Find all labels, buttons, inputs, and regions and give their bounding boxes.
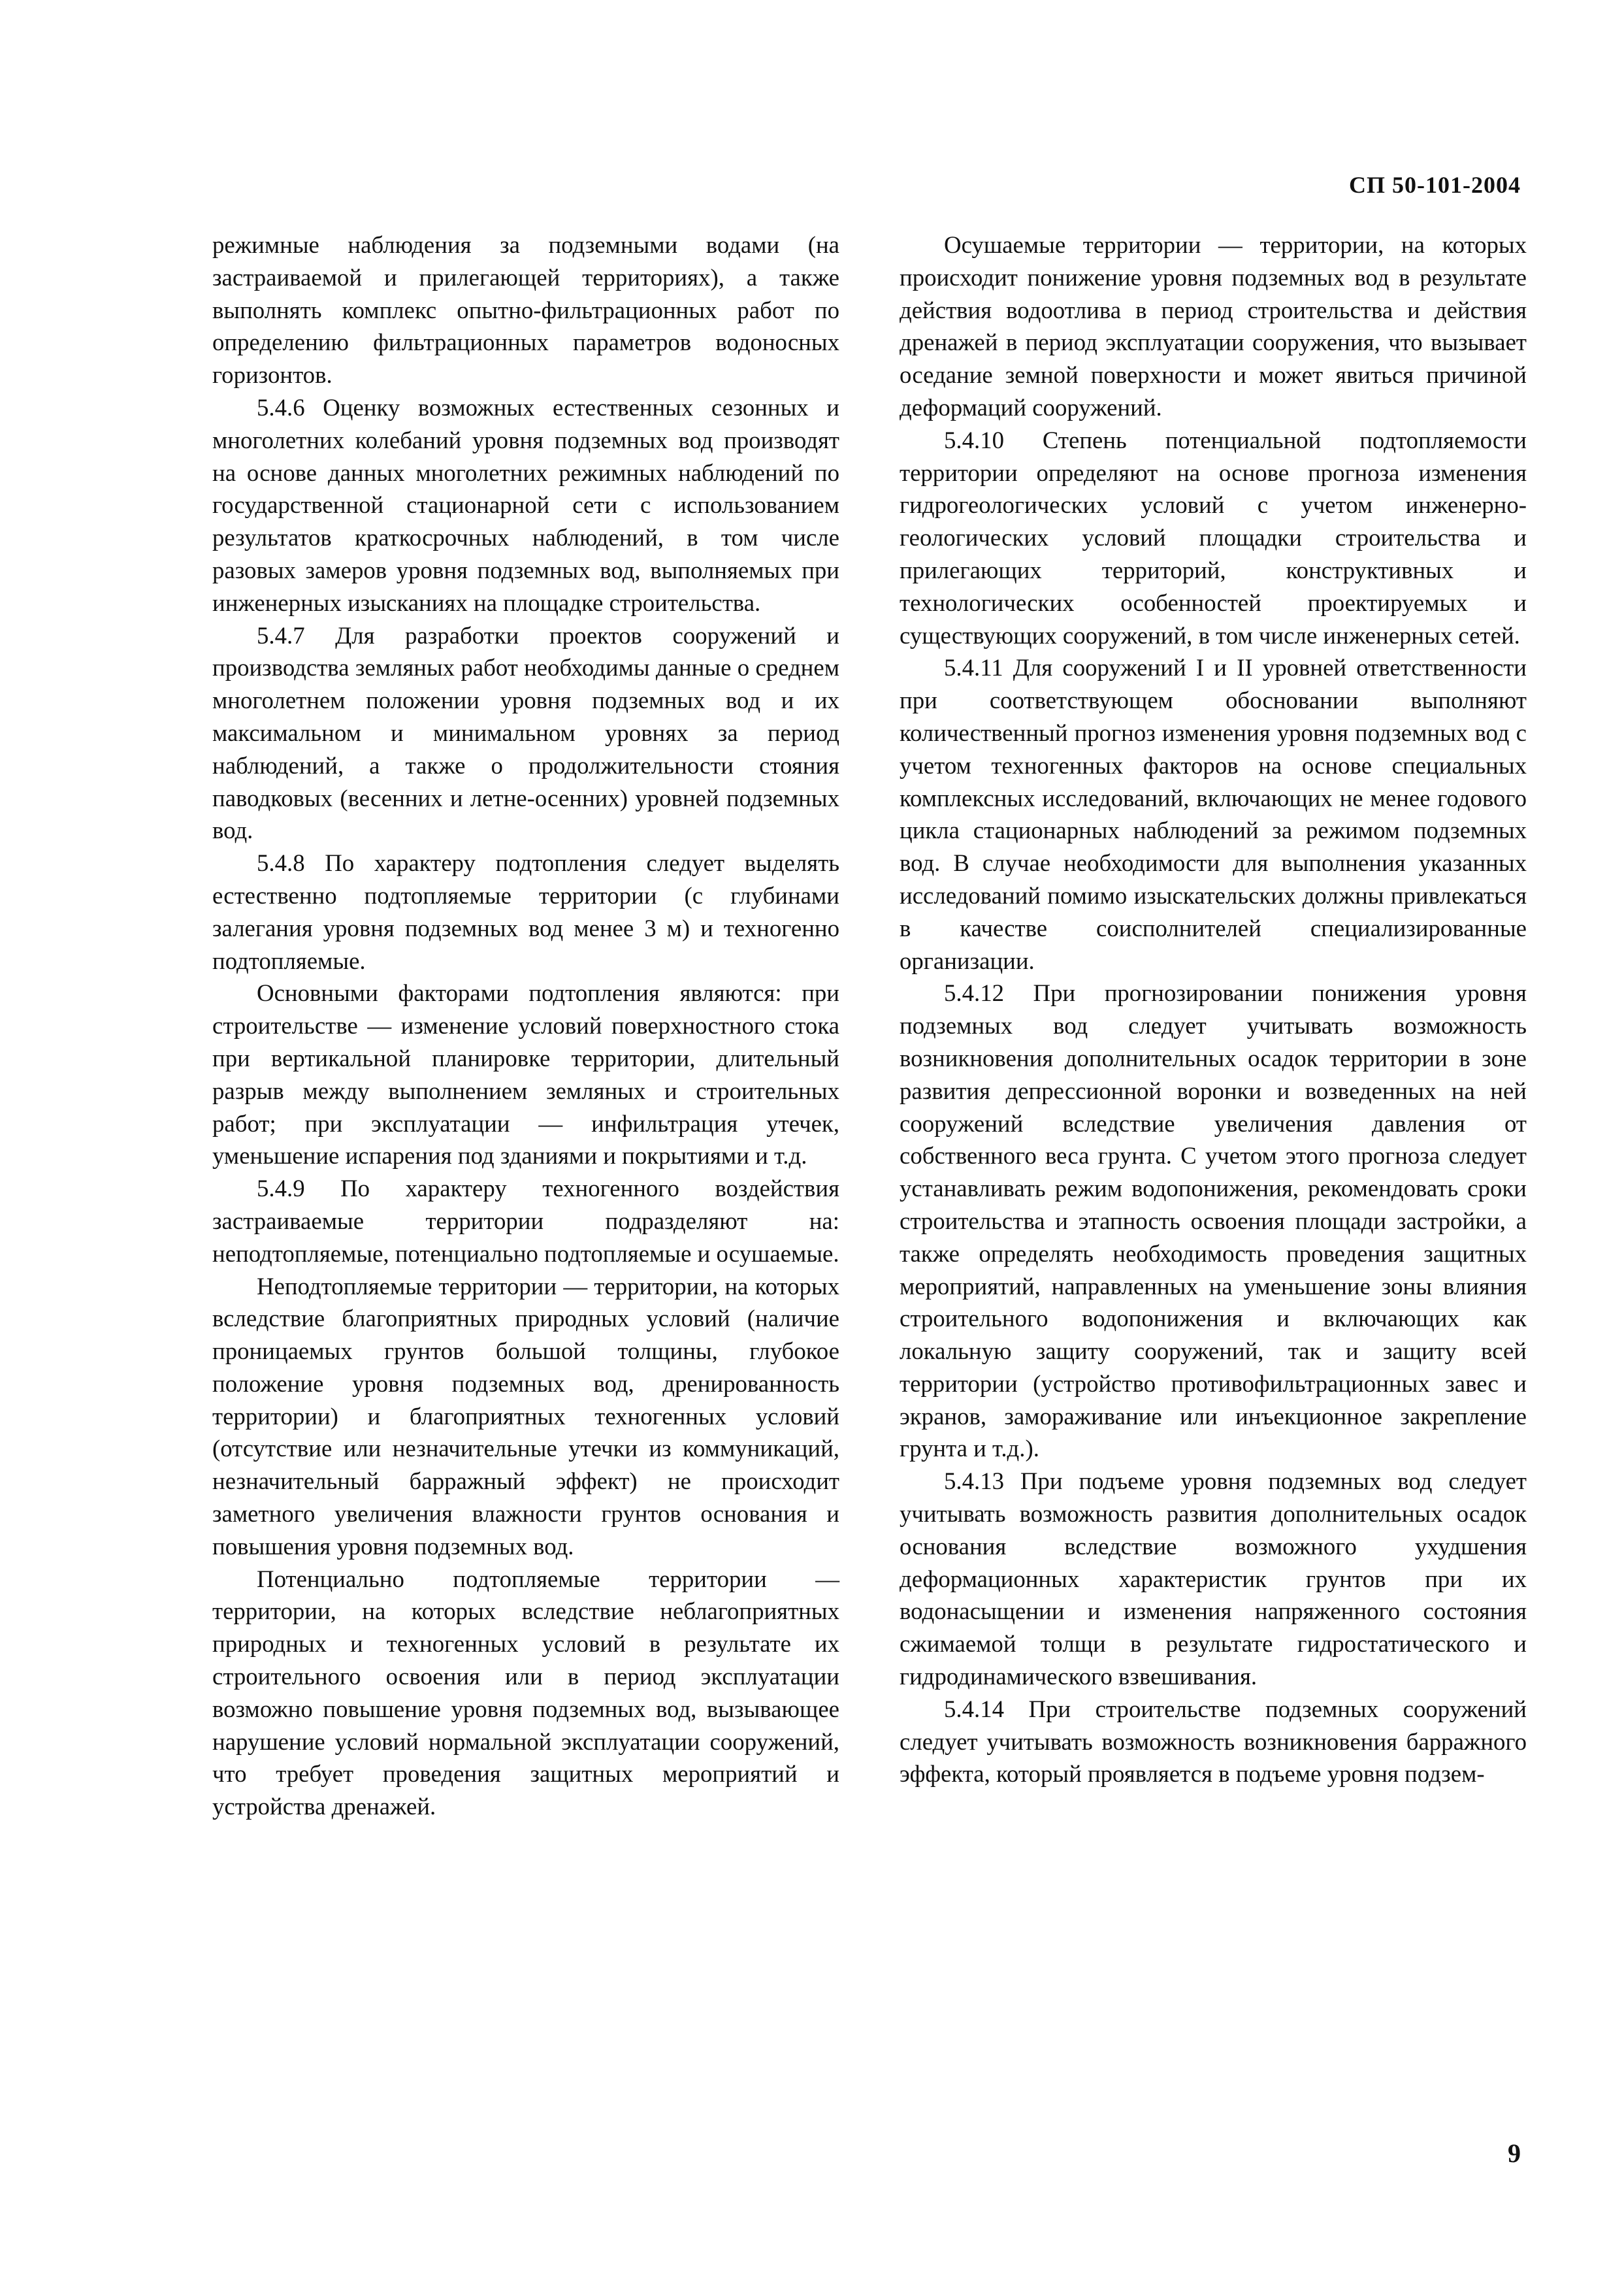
paragraph: 5.4.8 По характеру подтопления следует выделять естественно подтопляемые территории (с глубинами залегания уровня подземных вод менее 3 м) и техногенно подтопляемые. [212,849,839,974]
paragraph: Неподтопляемые территории — территории, на которых вследствие благоприятных природных условий (наличие проницаемых грунтов большой толщины, глубокое положение уровня подземных вод, дренированность территории) и благоприятных техногенных условий (отсутствие или незначительные утечки из коммуникаций, незначительный барражный эффект) не происходит заметного увеличения влажности грунтов основания и повышения уровня подземных вод. [212,1272,839,1560]
page-number: 9 [1508,2138,1521,2168]
paragraph: 5.4.14 При строительстве подземных сооружений следует учитывать возможность возникновения барражного эффекта, который проявляется в подъеме уровня подзем- [900,1695,1527,1788]
paragraph: Осушаемые территории — территории, на которых происходит понижение уровня подземных вод в результате действия водоотлива в период строительства и действия дренажей в период эксплуатации сооружения, что вызывает оседание земной поверхности и может явиться причиной деформаций сооружений. [900,231,1527,421]
paragraph: 5.4.10 Степень потенциальной подтопляемости территории определяют на основе прогноза изменения гидрогеологических условий с учетом инженерно-геологических условий площадки строительства и прилегающих территорий, конструктивных и технологических особенностей проектируемых и существующих сооружений, в том числе инженерных сетей. [900,426,1527,649]
paragraph: 5.4.12 При прогнозировании понижения уровня подземных вод следует учитывать возможность возникновения дополнительных осадок территории в зоне развития депрессионной воронки и возведенных на ней сооружений вследствие увеличения давления от собственного веса грунта. С учетом этого прогноза следует устанавливать режим водопонижения, рекомендовать сроки строительства и этапность освоения площади застройки, а также определять необходимость проведения защитных мероприятий, направленных на уменьшение зоны влияния строительного водопонижения и включающих как локальную защиту сооружений, так и защиту всей территории (устройство противофильтрационных завес и экранов, замораживание или инъекционное закрепление грунта и т.д.). [900,979,1527,1462]
paragraph: 5.4.11 Для сооружений I и II уровней ответственности при соответствующем обосновании выполняют количественный прогноз изменения уровня подземных вод с учетом техногенных факторов на основе специальных комплексных исследований, включающих не менее годового цикла стационарных наблюдений за режимом подземных вод. В случае необходимости для выполнения указанных исследований помимо изыскательских должны привлекаться в качестве соисполнителей специализированные организации. [900,654,1527,974]
paragraph: 5.4.6 Оценку возможных естественных сезонных и многолетних колебаний уровня подземных вод производят на основе данных многолетних режимных наблюдений по государственной стационарной сети с использованием результатов краткосрочных наблюдений, в том числе разовых замеров уровня подземных вод, выполняемых при инженерных изысканиях на площадке строительства. [212,393,839,616]
paragraph: Потенциально подтопляемые территории — территории, на которых вследствие неблагоприятных природных и техногенных условий в результате их строительного освоения или в период эксплуатации возможно повышение уровня подземных вод, вызывающее нарушение условий нормальной эксплуатации сооружений, что требует проведения защитных мероприятий и устройства дренажей. [212,1565,839,1820]
paragraph: Основными факторами подтопления являются: при строительстве — изменение условий поверхностного стока при вертикальной планировке территории, длительный разрыв между выполнением земляных и строительных работ; при эксплуатации — инфильтрация утечек, уменьшение испарения под зданиями и покрытиями и т.д. [212,979,839,1170]
document-code: СП 50-101-2004 [1349,172,1521,198]
paragraph: 5.4.7 Для разработки проектов сооружений и производства земляных работ необходимы данные о среднем многолетнем положении уровня подземных вод и их максимальном и минимальном уровнях за период наблюдений, а также о продолжительности стояния паводковых (весенних и летне-осенних) уровней подземных вод. [212,621,839,844]
paragraph: режимные наблюдения за подземными водами (на застраиваемой и прилегающей территориях), а также выполнять комплекс опытно-фильтрационных работ по определению фильтрационных параметров водоносных горизонтов. [212,231,839,389]
paragraph: 5.4.9 По характеру техногенного воздействия застраиваемые территории подразделяют на: неподтопляемые, потенциально подтопляемые и осушаемые. [212,1175,839,1267]
left-column [212,229,839,1823]
paragraph: 5.4.13 При подъеме уровня подземных вод следует учитывать возможность развития дополнительных осадок основания вследствие возможного ухудшения деформационных характеристик грунтов при их водонасыщении и изменения напряженного состояния сжимаемой толщи в результате гидростатического и гидродинамического взвешивания. [900,1467,1527,1690]
right-column [900,229,1527,1790]
